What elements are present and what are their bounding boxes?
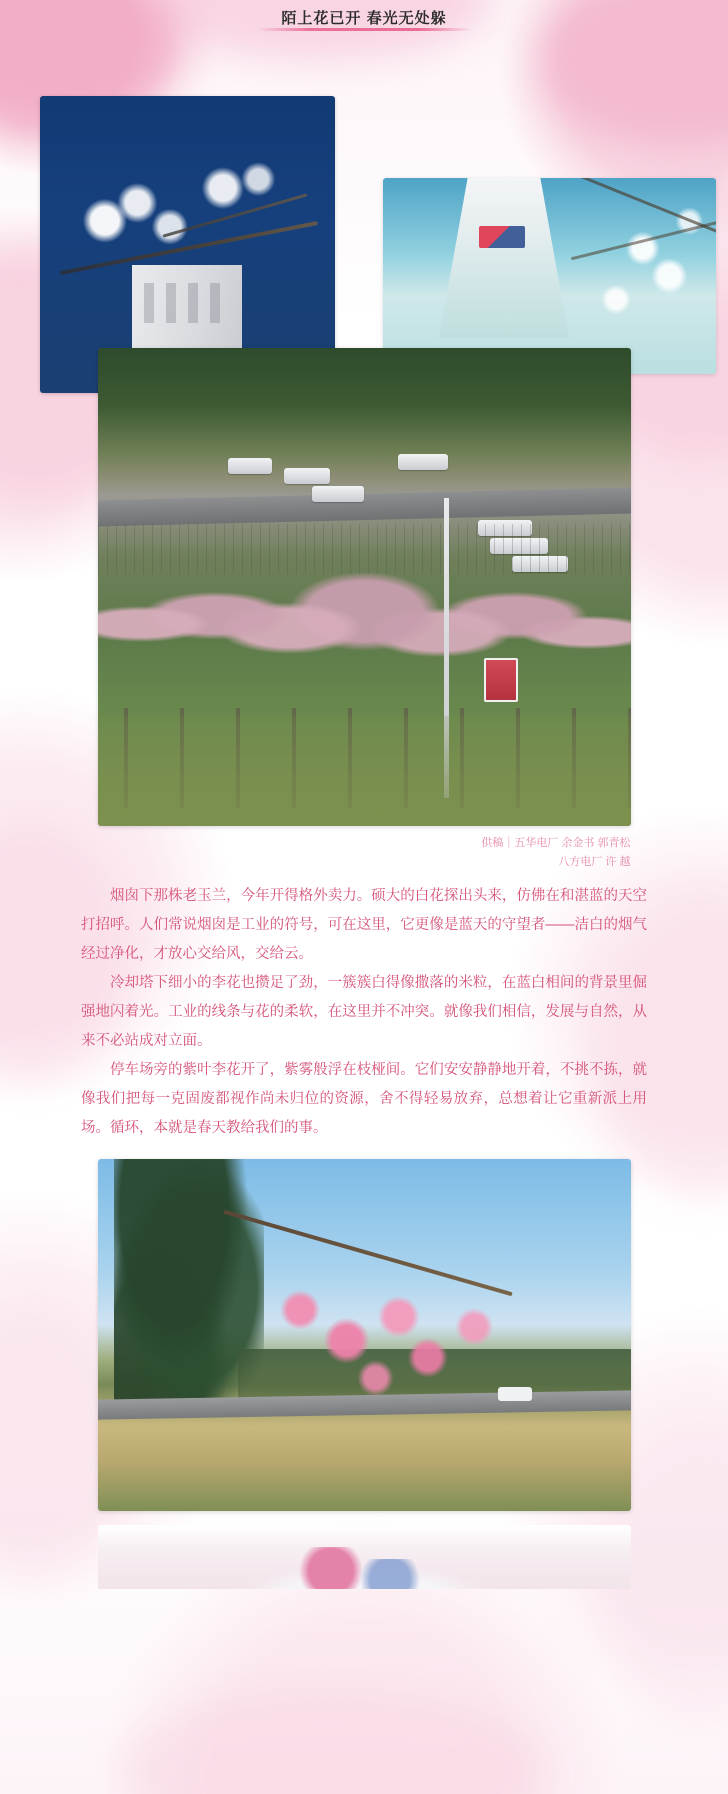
parked-car <box>284 468 330 484</box>
credit-line-1: 供稿｜五华电厂 余金书 郭青松 <box>481 837 631 849</box>
parked-car <box>398 454 448 470</box>
peach-blossoms <box>248 1259 538 1429</box>
paragraph-2: 冷却塔下细小的李花也攒足了劲，一簇簇白得像撒落的米粒，在蓝白相间的背景里倔强地闪着光。工业的线条与花的柔软，在这里并不冲突。就像我们相信，发展与自然，从来不必站成对立面。 <box>81 975 647 1049</box>
paragraph-1: 烟囱下那株老玉兰，今年开得格外卖力。硕大的白花探出头来，仿佛在和湛蓝的天空打招呼。人们常说烟囱是工业的符号，可在这里，它更像是蓝天的守望者——洁白的烟气经过净化，才放心交给风，交给云。 <box>81 888 647 962</box>
partial-blossom-photo <box>98 1525 631 1589</box>
peach-blossom-and-field-photo <box>98 1159 631 1511</box>
red-sign-board <box>484 658 518 702</box>
photo-credits <box>98 834 631 872</box>
top-photo-row <box>0 40 728 340</box>
article-header <box>0 0 728 34</box>
cooling-tower-shape <box>439 178 569 338</box>
parked-car <box>228 458 272 474</box>
petal-shape <box>296 1547 366 1589</box>
cooling-tower-and-white-plum-photo <box>383 178 716 374</box>
paragraph-3: 停车场旁的紫叶李花开了，紫雾般浮在枝桠间。它们安安静静地开着，不挑不拣，就像我们把每一克固废都视作尚未归位的资源，舍不得轻易放弃，总想着让它重新派上用场。循环，本就是春天教给我们的事。 <box>81 1062 647 1136</box>
plum-orchard-and-parking-lot-photo <box>98 348 631 826</box>
page-title: 陌上花已开 春光无处躲 <box>281 9 447 27</box>
branch-shape <box>571 219 716 261</box>
petal-shape <box>360 1559 420 1589</box>
credit-line-2: 八方电厂 许 越 <box>558 856 631 868</box>
grass-area <box>98 716 631 826</box>
article-body <box>81 882 647 1143</box>
parked-car <box>312 486 364 502</box>
road-shape <box>98 487 631 526</box>
plant-logo <box>479 226 525 248</box>
watercolor-wash <box>120 1690 540 1794</box>
title-underline <box>257 28 472 31</box>
